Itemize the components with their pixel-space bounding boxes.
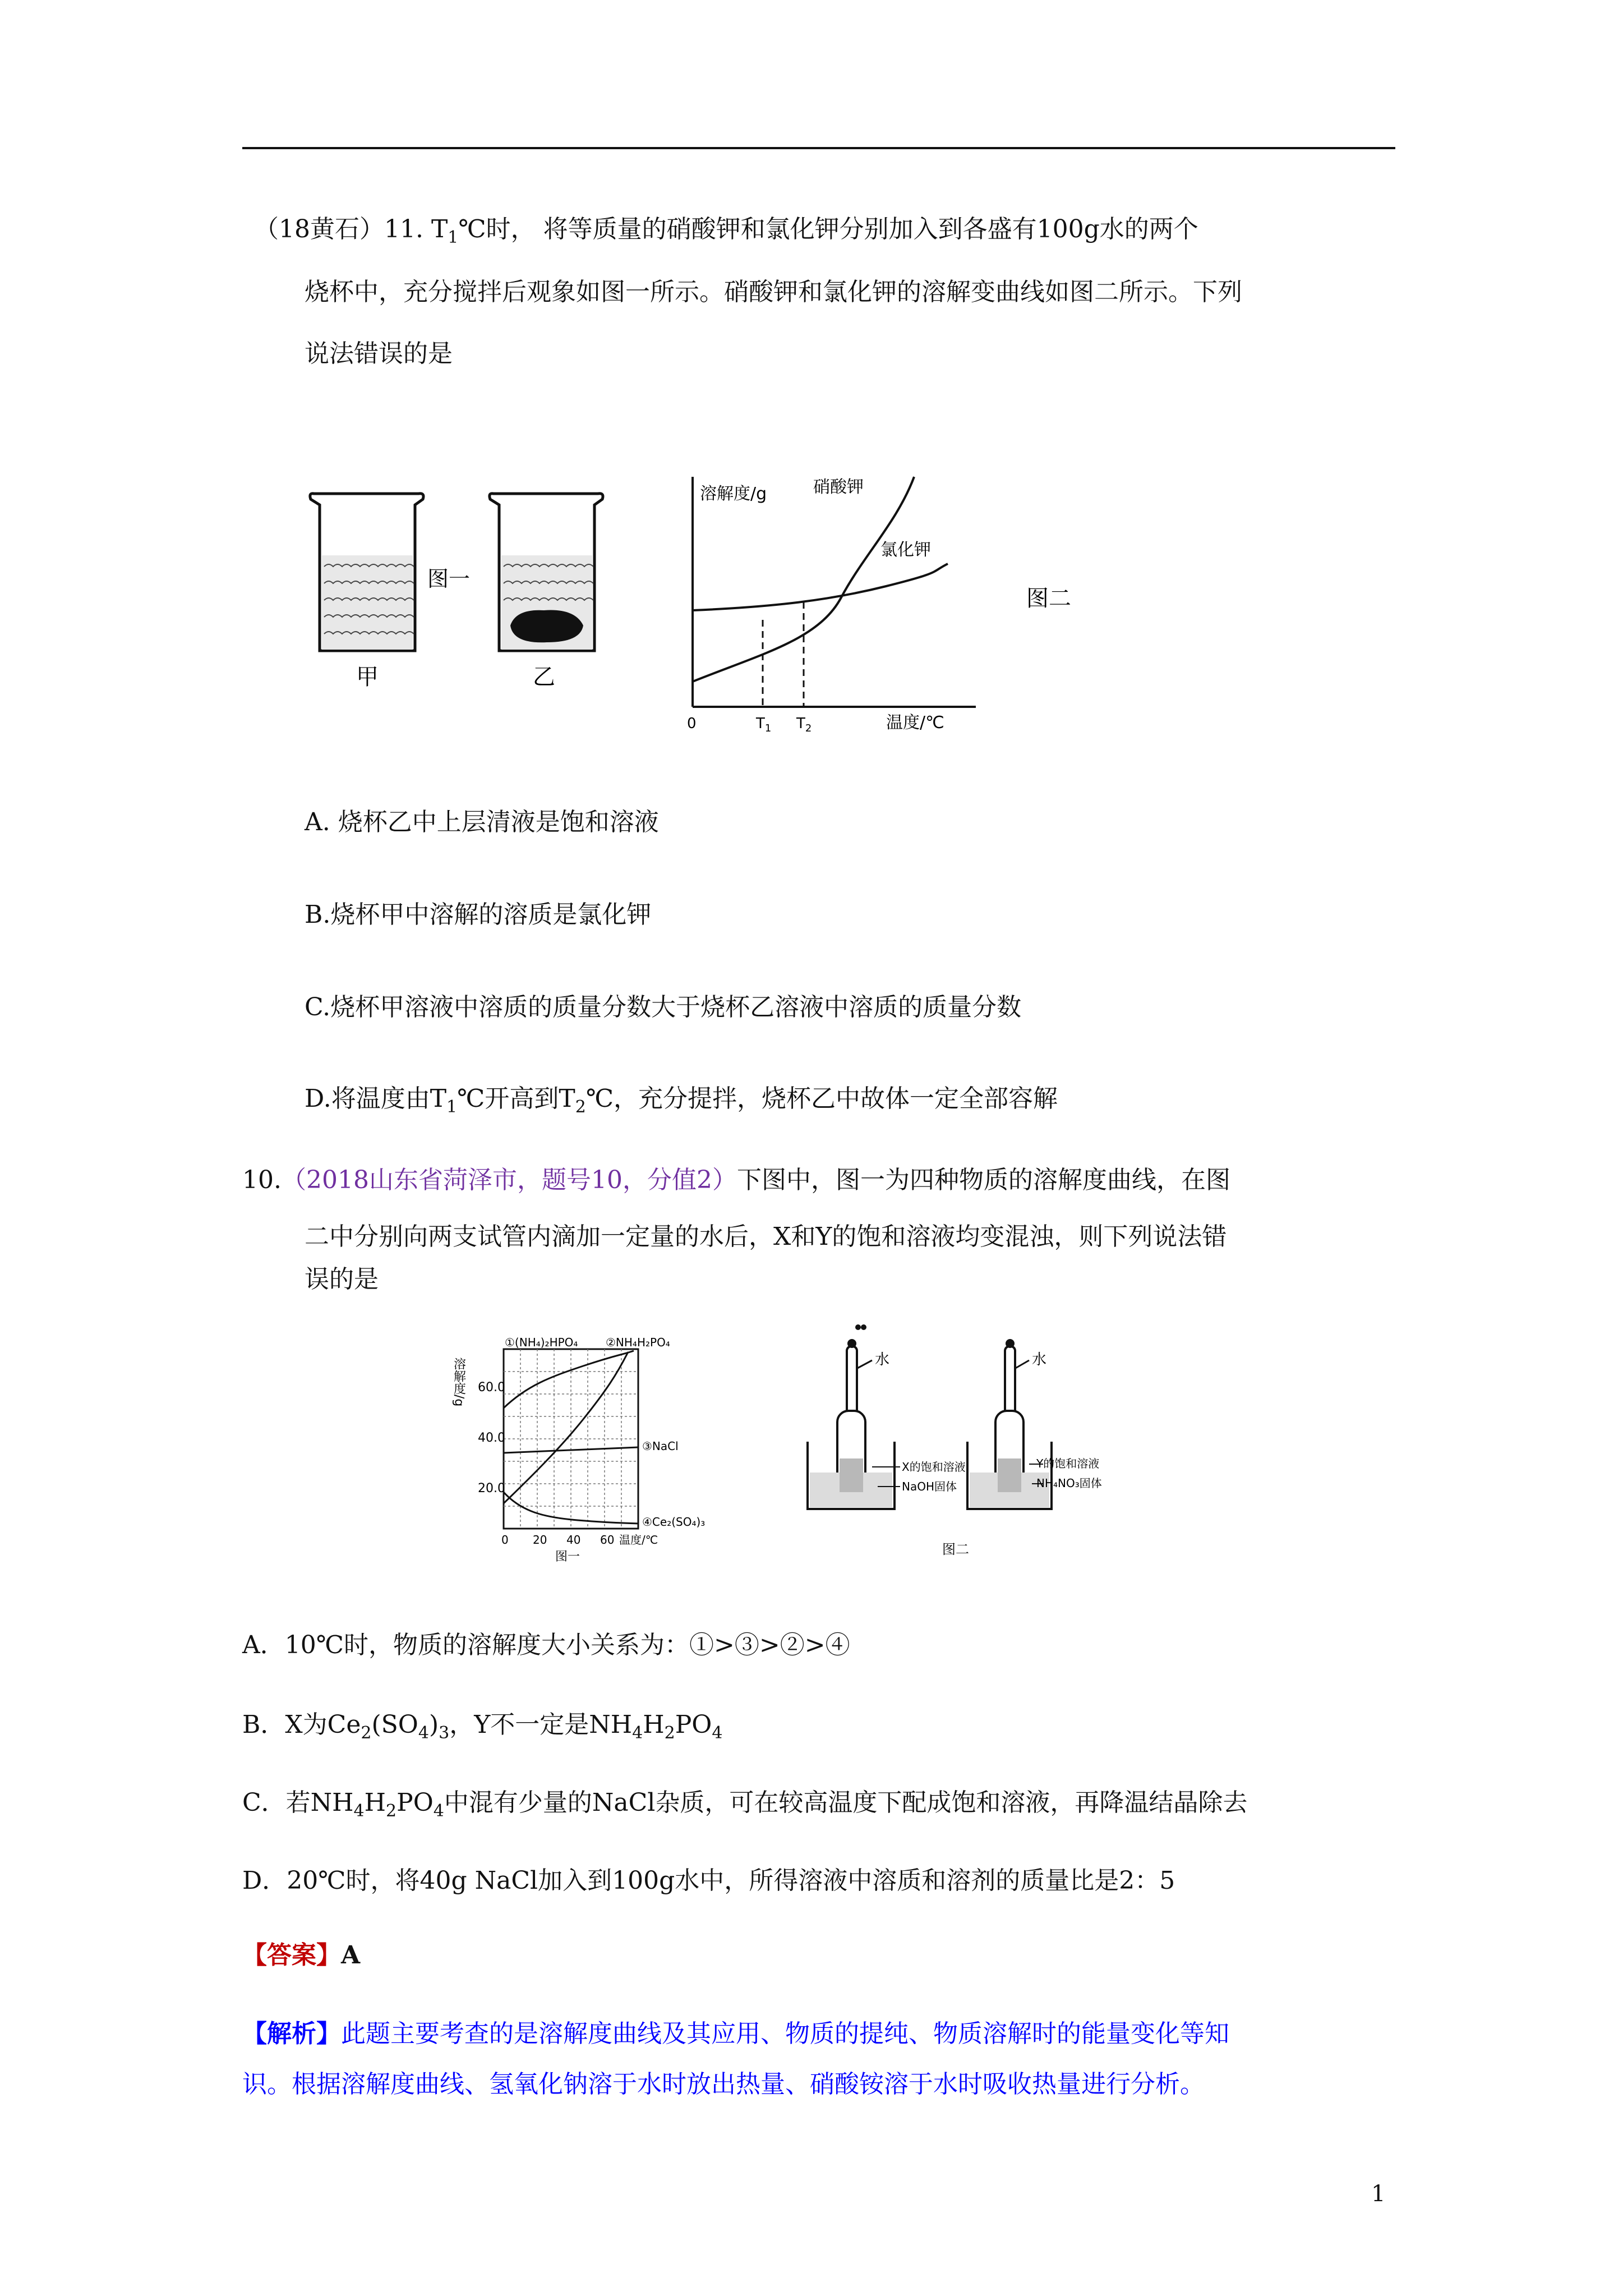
answer: 【答案】A [242,1941,361,1970]
undissolved-solid [510,610,583,643]
beaker-yi-label: 乙 [533,664,555,690]
q10-fig1-title: 图一 [555,1550,580,1564]
t1-label: $T_1$ [756,715,772,734]
y-tick-60: 60.0 [478,1381,505,1395]
q10-x-axis-label: 温度/℃ [619,1533,658,1547]
beaker-yi [490,494,603,651]
curve-1 [504,1351,634,1408]
grid-lines [504,1349,638,1529]
legend-3: ③NaCl [642,1439,679,1453]
curve-2 [504,1352,628,1503]
q11-line3: 说法错误的是 [305,339,453,368]
header-rule [242,147,1395,149]
q11-figure-beakers [303,482,594,707]
y-solid-label: NH₄NO₃固体 [1036,1476,1102,1490]
legend-2: ②NH₄H₂PO₄ [606,1336,670,1349]
q11-option-b: B.烧杯甲中溶解的溶质是氯化钾 [305,900,652,929]
q10-line2: 二中分别向两支试管内滴加一定量的水后，X和Y的饱和溶液均变混浊，则下列说法错 [305,1222,1227,1251]
water-label-y: 水 [1032,1351,1047,1368]
q10-option-c: C．若$NH_4H_2PO_4$中混有少量的NaCl杂质，可在较高温度下配成饱和溶液，再降温结晶除去 [242,1788,1248,1821]
x-solid-label: NaOH固体 [902,1480,957,1493]
t2-label: $T_2$ [796,715,812,734]
x-solution-label: X的饱和溶液 [902,1460,966,1474]
analysis-line2: 识。根据溶解度曲线、氢氧化钠溶于水时放出热量、硝酸铵溶于水时吸收热量进行分析。 [242,2070,1205,2099]
q11-line1: （18黄石）11. $T_1℃$时， 将等质量的硝酸钾和氯化钾分别加入到各盛有100g水的两个 [254,215,1198,247]
q10-line3: 误的是 [305,1265,379,1294]
legend-1: ①(NH₄)₂HPO₄ [505,1336,578,1349]
beaker-jia [310,494,423,651]
q11-figure-solubility [662,466,1110,734]
x-tick-60: 60 [600,1533,615,1547]
q10-figure-tubes [774,1324,1102,1571]
legend-4: ④Ce₂(SO₄)₃ [642,1515,706,1529]
x-tick-20: 20 [533,1533,547,1547]
water-label-x: 水 [875,1351,890,1368]
q10-y-axis-label: 溶解度/g [451,1358,466,1407]
curve-kcl [693,564,948,610]
q11-option-c: C.烧杯甲溶液中溶质的质量分数大于烧杯乙溶液中溶质的质量分数 [305,993,1022,1022]
q10-option-b: B．X为$Ce_2(SO_4)_3$，Y不一定是$NH_4H_2PO_4$ [242,1710,723,1743]
q10-option-a: A．10℃时，物质的溶解度大小关系为：①>③>②>④ [242,1631,850,1659]
x-tick-40: 40 [566,1533,581,1547]
fig2-label: 图二 [1026,586,1071,611]
x-axis-label: 温度/℃ [886,713,944,733]
q11-option-a: A. 烧杯乙中上层清液是饱和溶液 [305,808,659,836]
curve-label-kcl: 氯化钾 [880,540,931,560]
curve-label-knO3: 硝酸钾 [813,477,864,497]
setup-x [808,1339,966,1509]
y-tick-20: 20.0 [478,1481,505,1496]
q10-line1: 10.（2018山东省菏泽市，题号10，分值2）下图中，图一为四种物质的溶解度曲线，在图 [242,1166,1230,1194]
fig1-label: 图一 [427,567,471,591]
q11-option-d: D.将温度由$T_1℃$开高到$T_2℃$，充分提拌，烧杯乙中故体一定全部容解 [305,1084,1058,1117]
q11-line2: 烧杯中，充分搅拌后观象如图一所示。硝酸钾和氯化钾的溶解变曲线如图二所示。下列 [305,278,1242,306]
q10-option-d: D．20℃时，将40g NaCl加入到100g水中，所得溶液中溶质和溶剂的质量比是2：5 [242,1866,1175,1895]
x-tick-0: 0 [501,1533,509,1547]
beaker-jia-label: 甲 [356,664,379,690]
q10-figure-solubility [451,1335,735,1565]
y-solution-label: Y的饱和溶液 [1036,1457,1100,1470]
y-axis-label: 溶解度/g [700,484,767,504]
q10-fig2-title: 图二 [942,1542,969,1557]
y-tick-40: 40.0 [478,1431,505,1445]
analysis-line1: 【解析】此题主要考查的是溶解度曲线及其应用、物质的提纯、物质溶解时的能量变化等知 [242,2019,1229,2048]
page-number: 1 [1371,2181,1386,2207]
origin-label: 0 [687,715,697,732]
setup-y [967,1339,1102,1509]
